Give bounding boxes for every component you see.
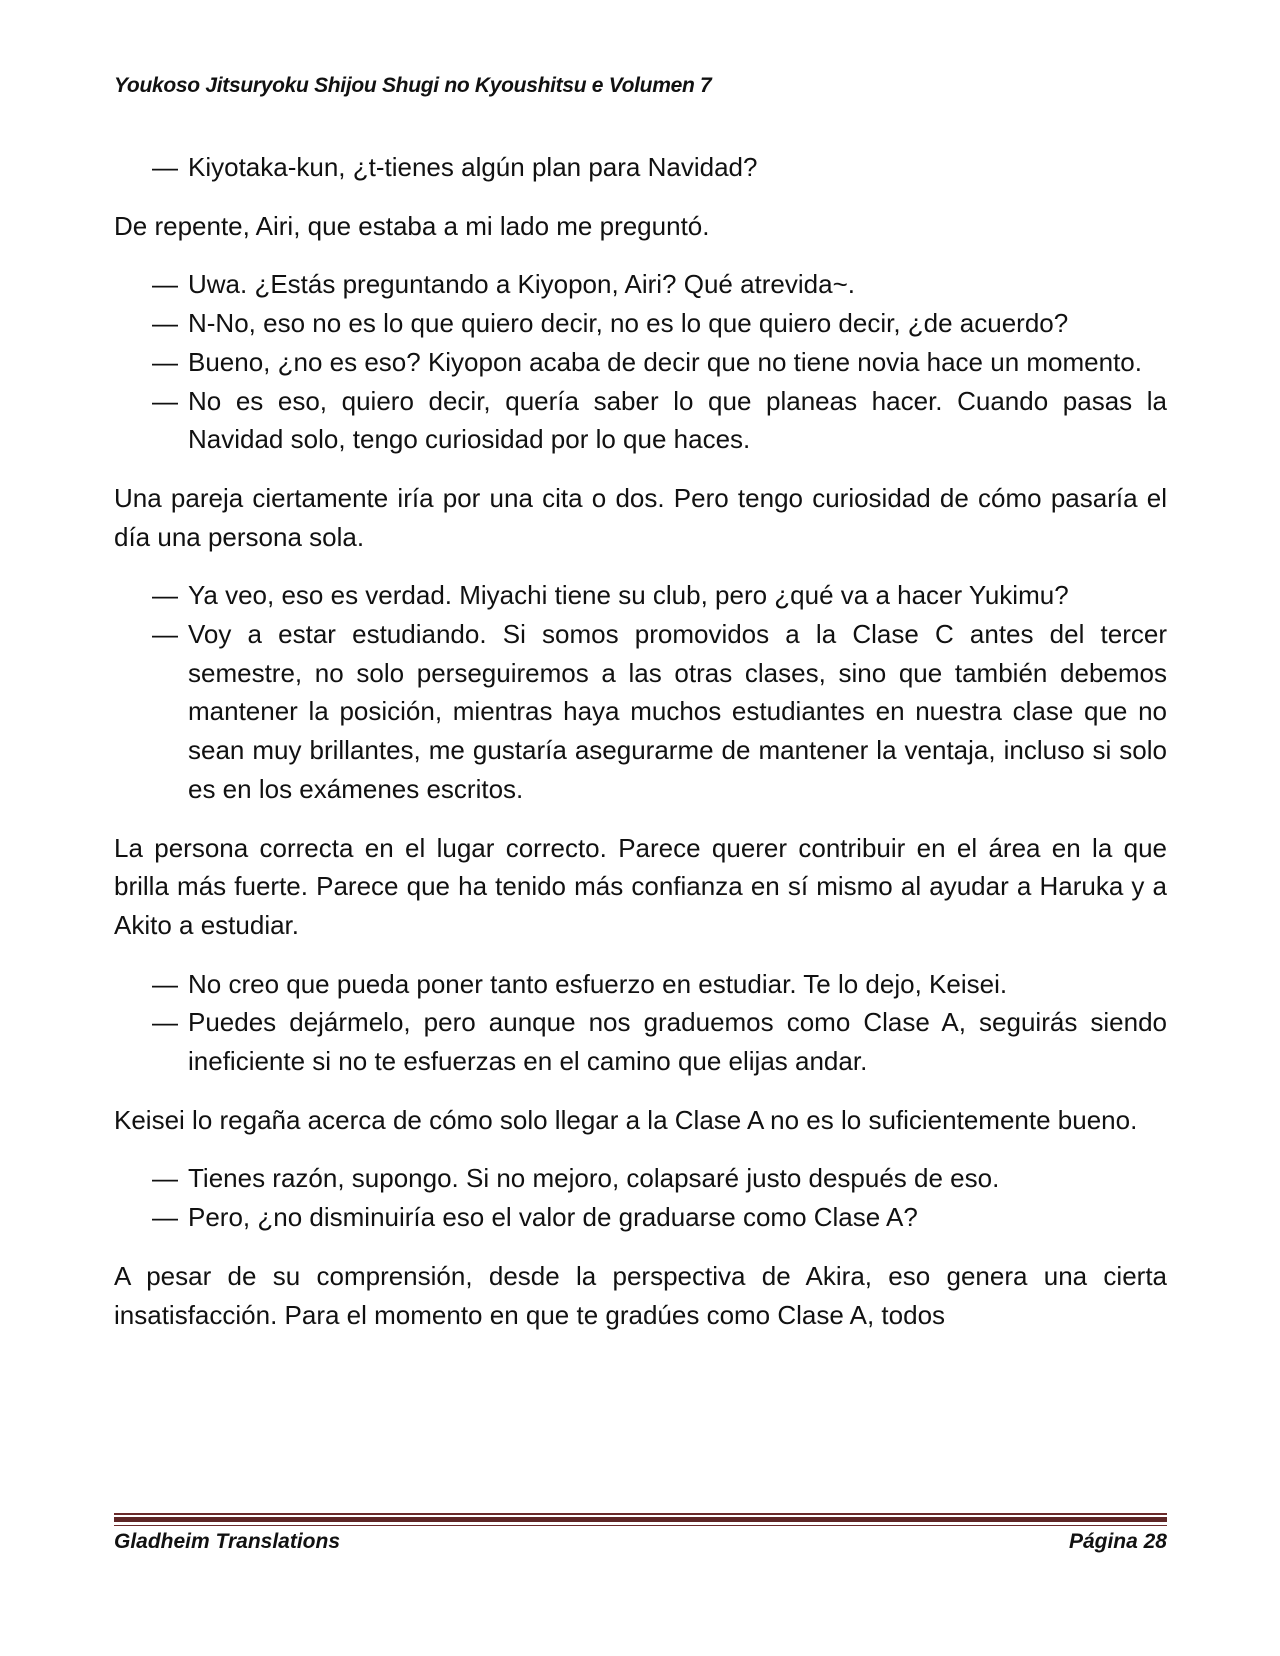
dialogue-line [152, 1198, 1167, 1237]
dialogue-line [152, 343, 1167, 382]
dialogue-text: Uwa. ¿Estás preguntando a Kiyopon, Airi? Qué atrevida~. [188, 269, 855, 300]
narration-paragraph: Keisei lo regaña acerca de cómo solo llegar a la Clase A no es lo suficientemente bueno. [114, 1104, 1138, 1135]
dialogue-text: Tienes razón, supongo. Si no mejoro, colapsaré justo después de eso. [188, 1163, 1000, 1194]
dialogue-text: Bueno, ¿no es eso? Kiyopon acaba de decir que no tiene novia hace un momento. [188, 346, 1142, 377]
narration-paragraph: Una pareja ciertamente iría por una cita o dos. Pero tengo curiosidad de cómo pasaría el día una persona sola. [114, 482, 1167, 552]
dialogue-line [152, 304, 1167, 343]
dialogue-dash: — [152, 968, 178, 999]
dialogue-text: No creo que pueda poner tanto esfuerzo en estudiar. Te lo dejo, Keisei. [188, 968, 1008, 999]
footer-divider [114, 1513, 1167, 1524]
dialogue-block [114, 265, 1167, 459]
dialogue-dash: — [152, 1163, 178, 1194]
dialogue-block [114, 965, 1167, 1081]
dialogue-line [152, 382, 1167, 459]
narration-paragraph: De repente, Airi, que estaba a mi lado me preguntó. [114, 210, 710, 241]
dialogue-dash: — [152, 269, 178, 300]
dialogue-line [152, 965, 1167, 1004]
footer-translator: Gladheim Translations [114, 1530, 341, 1553]
dialogue-dash: — [152, 385, 178, 416]
dialogue-block [114, 576, 1167, 808]
page-body [114, 148, 1167, 1354]
dialogue-dash: — [152, 152, 178, 182]
running-header: Youkoso Jitsuryoku Shijou Shugi no Kyoushitsu e Volumen 7 [114, 74, 712, 97]
dialogue-line [152, 615, 1167, 809]
dialogue-line [152, 1003, 1167, 1080]
dialogue-text: N-No, eso no es lo que quiero decir, no es lo que quiero decir, ¿de acuerdo? [188, 308, 1069, 339]
dialogue-dash: — [152, 346, 178, 377]
dialogue-text: No es eso, quiero decir, quería saber lo que planeas hacer. Cuando pasas la Navidad solo, tengo curiosidad por lo que haces. [188, 385, 1167, 455]
dialogue-text: Voy a estar estudiando. Si somos promovidos a la Clase C antes del tercer semestre, no solo perseguiremos a las otras clases, sino que también debemos mantener la posición, mientras haya muchos estudiantes en nuestra clase que no sean muy brillantes, me gustaría asegurarme de mantener la ventaja, incluso si solo es en los exámenes escritos. [188, 619, 1167, 804]
dialogue-line [152, 148, 1167, 187]
dialogue-block [114, 1159, 1167, 1236]
narration-paragraph: La persona correcta en el lugar correcto. Parece querer contribuir en el área en la que brilla más fuerte. Parece que ha tenido más confianza en sí mismo al ayudar a Haruka y a Akito a estudiar. [114, 832, 1167, 940]
dialogue-dash: — [152, 1007, 178, 1038]
dialogue-line [152, 265, 1167, 304]
dialogue-block [114, 148, 1167, 187]
dialogue-dash: — [152, 619, 178, 650]
dialogue-line [152, 576, 1167, 615]
dialogue-text: Kiyotaka-kun, ¿t-tienes algún plan para Navidad? [188, 152, 758, 182]
dialogue-text: Ya veo, eso es verdad. Miyachi tiene su club, pero ¿qué va a hacer Yukimu? [188, 580, 1069, 611]
dialogue-text: Pero, ¿no disminuiría eso el valor de graduarse como Clase A? [188, 1202, 918, 1233]
dialogue-dash: — [152, 308, 178, 339]
dialogue-text: Puedes dejármelo, pero aunque nos graduemos como Clase A, seguirás siendo ineficiente si no te esfuerzas en el camino que elijas andar. [188, 1007, 1167, 1077]
narration-paragraph: A pesar de su comprensión, desde la perspectiva de Akira, eso genera una cierta insatisfacción. Para el momento en que te gradúes como Clase A, todos [114, 1260, 1167, 1330]
dialogue-line [152, 1159, 1167, 1198]
page-number: Página 28 [1068, 1530, 1167, 1553]
dialogue-dash: — [152, 580, 178, 611]
dialogue-dash: — [152, 1202, 178, 1233]
